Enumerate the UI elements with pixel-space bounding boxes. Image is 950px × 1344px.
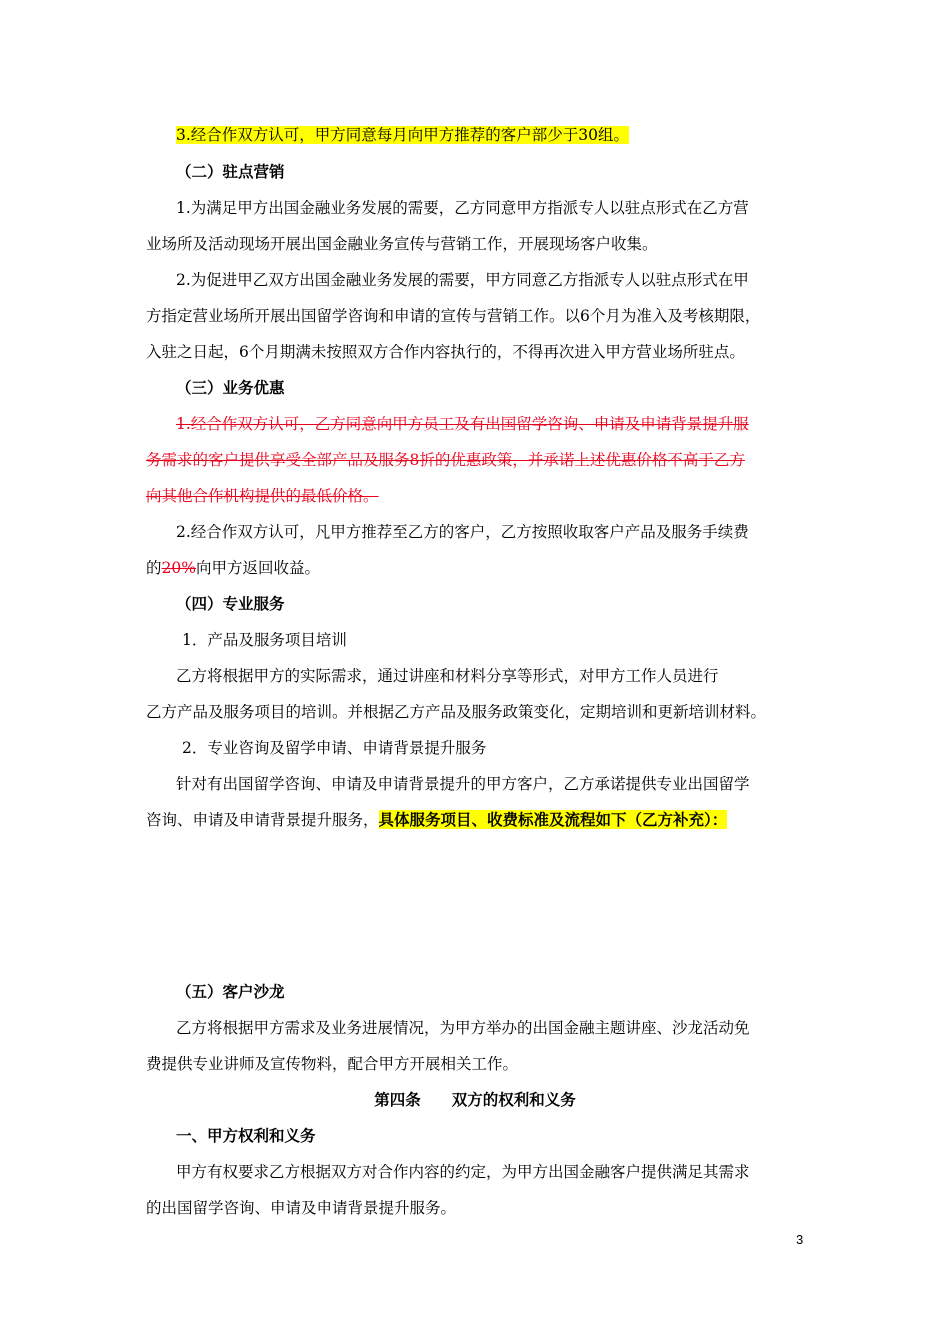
section-3-para-2-line-2: [146, 558, 320, 578]
section-2-para-1-line-2: 业场所及活动现场开展出国金融业务宣传与营销工作，开展现场客户收集。: [146, 235, 658, 253]
part-1-heading: 一、甲方权利和义务: [176, 1126, 316, 1145]
part-1-line-1: 甲方有权要求乙方根据双方对合作内容的约定，为甲方出国金融客户提供满足其需求: [176, 1163, 750, 1181]
section-2-para-2-line-1: 2.为促进甲乙双方出国金融业务发展的需要，甲方同意乙方指派专人以驻点形式在甲: [176, 271, 749, 289]
section-5-line-2: 费提供专业讲师及宣传物料，配合甲方开展相关工作。: [146, 1055, 519, 1073]
section-5-line-1: 乙方将根据甲方需求及业务进展情况，为甲方举办的出国金融主题讲座、沙龙活动免: [176, 1019, 750, 1037]
section-4-item-1-line-1: 乙方将根据甲方的实际需求，通过讲座和材料分享等形式，对甲方工作人员进行: [176, 667, 719, 685]
section-4-item-2-line-2: [146, 810, 727, 830]
deleted-clause-line-1: 1.经合作双方认可，乙方同意向甲方员工及有出国留学咨询、申请及申请背景提升服: [176, 415, 749, 433]
part-1-line-2: 的出国留学咨询、申请及申请背景提升服务。: [146, 1199, 457, 1217]
deleted-percent: 20%: [161, 559, 196, 577]
section-4-item-1-line-2: 乙方产品及服务项目的培训。并根据乙方产品及服务政策变化，定期培训和更新培训材料。: [146, 703, 767, 721]
deleted-clause-line-2: 务需求的客户提供享受全部产品及服务8折的优惠政策，并承诺上述优惠价格不高于乙方: [146, 451, 745, 469]
section-2-para-2-line-2: 方指定营业场所开展出国留学咨询和申请的宣传与营销工作。以6个月为准入及考核期限，: [146, 307, 761, 325]
highlighted-text: 具体服务项目、收费标准及流程如下（乙方补充）：: [378, 810, 728, 829]
text-after-deletion: 向甲方返回收益。: [195, 559, 320, 577]
item-3-line: [176, 125, 629, 145]
highlighted-text: 3.经合作双方认可，甲方同意每月向甲方推荐的客户部少于30组。: [176, 126, 630, 144]
section-5-heading: （五）客户沙龙: [176, 982, 285, 1001]
section-3-heading: （三）业务优惠: [176, 378, 285, 397]
plain-text: 咨询、申请及申请背景提升服务，: [146, 811, 379, 829]
deleted-clause-line-3: 向其他合作机构提供的最低价格。: [146, 487, 379, 505]
section-4-item-1-title: 1．产品及服务项目培训: [182, 631, 347, 649]
section-3-para-2-line-1: 2.经合作双方认可，凡甲方推荐至乙方的客户，乙方按照收取客户产品及服务手续费: [176, 523, 749, 541]
section-4-item-2-line-1: 针对有出国留学咨询、申请及申请背景提升的甲方客户，乙方承诺提供专业出国留学: [176, 775, 750, 793]
page-number: 3: [796, 1232, 804, 1247]
article-4-heading: 第四条 双方的权利和义务: [374, 1090, 576, 1109]
section-2-heading: （二）驻点营销: [176, 162, 285, 181]
text-before-deletion: 的: [146, 559, 162, 577]
section-4-item-2-title: 2．专业咨询及留学申请、申请背景提升服务: [182, 739, 487, 757]
section-2-para-2-line-3: 入驻之日起，6个月期满未按照双方合作内容执行的，不得再次进入甲方营业场所驻点。: [146, 343, 745, 361]
section-2-para-1-line-1: 1.为满足甲方出国金融业务发展的需要，乙方同意甲方指派专人以驻点形式在乙方营: [176, 199, 749, 217]
section-4-heading: （四）专业服务: [176, 594, 285, 613]
